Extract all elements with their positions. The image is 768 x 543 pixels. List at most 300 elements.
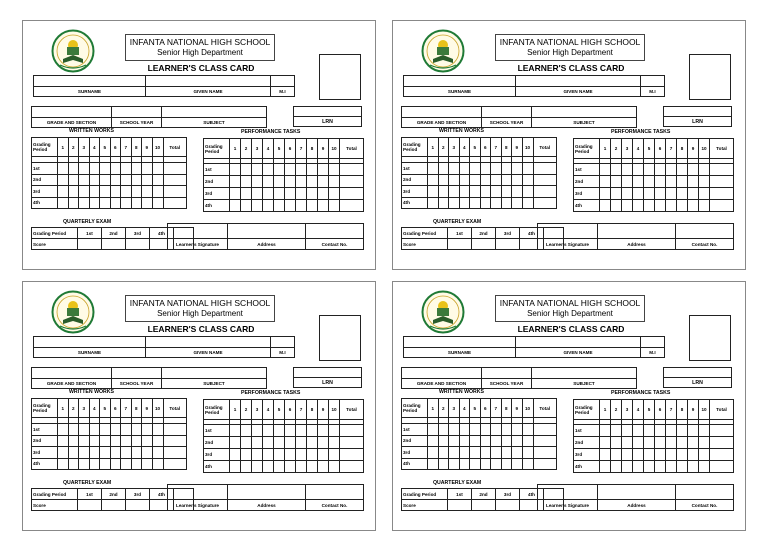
mi-field[interactable]	[641, 76, 665, 87]
name-table	[33, 75, 295, 97]
period-label: 4th	[402, 197, 428, 209]
contact-table	[167, 223, 364, 250]
ww-col-8: 8	[501, 138, 512, 157]
pt-col-6: 6	[655, 400, 666, 420]
ww-col-9: 9	[142, 399, 153, 418]
name-table	[403, 336, 665, 358]
school-title-box	[125, 295, 275, 322]
period-label: 4th	[574, 200, 600, 212]
ww-col-4: 4	[89, 399, 100, 418]
address-label: Address	[598, 500, 676, 511]
pt-col-6: 6	[285, 400, 296, 420]
period-label: 2nd	[574, 176, 600, 188]
given-name-field[interactable]	[146, 76, 271, 87]
qe-score-label: Score	[32, 500, 78, 511]
period-label: 4th	[32, 458, 58, 470]
contact-field[interactable]	[306, 224, 364, 239]
surname-label: SURNAME	[34, 348, 146, 358]
ww-col-9: 9	[512, 138, 523, 157]
period-label: 4th	[204, 200, 230, 212]
mi-label: M.I	[271, 87, 295, 97]
subject-field[interactable]	[532, 107, 637, 118]
qe-score-cell[interactable]	[126, 239, 150, 250]
ww-col-3: 3	[79, 399, 90, 418]
qe-period-4: 4th	[150, 228, 174, 239]
qe-grading-period-header: Grading Period	[32, 228, 78, 239]
address-field[interactable]	[598, 224, 676, 239]
lrn-field[interactable]	[293, 106, 362, 117]
class-info-table	[401, 106, 637, 128]
ww-col-3: 3	[449, 399, 460, 418]
grade-section-field[interactable]	[32, 107, 112, 118]
ww-col-8: 8	[131, 399, 142, 418]
pt-col-2: 2	[241, 400, 252, 420]
pt-col-1: 1	[600, 139, 611, 159]
ww-total-header: Total	[163, 138, 187, 157]
qe-period-2: 2nd	[472, 228, 496, 239]
grade-section-field[interactable]	[402, 368, 482, 379]
qe-score-cell[interactable]	[496, 500, 520, 511]
contact-table	[537, 484, 734, 511]
pt-total-header: Total	[340, 139, 364, 159]
address-label: Address	[228, 239, 306, 250]
period-label: 3rd	[32, 447, 58, 459]
pt-col-5: 5	[644, 139, 655, 159]
lrn-label: LRN	[293, 117, 362, 127]
qe-period-2: 2nd	[102, 228, 126, 239]
written-works-table	[401, 137, 557, 209]
lrn-box	[663, 367, 732, 388]
department-name: Senior High Department	[527, 309, 613, 318]
qe-score-cell[interactable]	[126, 500, 150, 511]
signature-label: Learner's Signature	[168, 239, 228, 250]
pt-col-9: 9	[688, 139, 699, 159]
pt-col-1: 1	[230, 400, 241, 420]
pt-col-7: 7	[296, 400, 307, 420]
period-label: 1st	[574, 425, 600, 437]
pt-col-8: 8	[307, 400, 318, 420]
performance-tasks-table	[203, 138, 364, 212]
photo-box	[689, 54, 731, 100]
ww-col-5: 5	[100, 138, 111, 157]
signature-field[interactable]	[538, 485, 598, 500]
subject-label: SUBJECT	[162, 379, 267, 389]
address-label: Address	[598, 239, 676, 250]
ww-col-7: 7	[491, 138, 502, 157]
qe-score-cell[interactable]	[102, 500, 126, 511]
pt-col-6: 6	[655, 139, 666, 159]
qe-period-1: 1st	[448, 228, 472, 239]
pt-col-1: 1	[230, 139, 241, 159]
ww-col-8: 8	[501, 399, 512, 418]
pt-col-3: 3	[252, 400, 263, 420]
period-label: 4th	[32, 197, 58, 209]
period-label: 2nd	[32, 174, 58, 186]
contact-label: Contact No.	[676, 500, 734, 511]
pt-row	[574, 188, 734, 200]
pt-col-10: 10	[329, 400, 340, 420]
surname-label: SURNAME	[404, 87, 516, 97]
ww-row	[32, 447, 187, 459]
subject-field[interactable]	[162, 368, 267, 379]
subject-field[interactable]	[532, 368, 637, 379]
pt-col-8: 8	[677, 400, 688, 420]
period-label: 4th	[574, 461, 600, 473]
ww-col-2: 2	[68, 399, 79, 418]
school-name: INFANTA NATIONAL HIGH SCHOOL	[499, 298, 641, 308]
school-year-field[interactable]	[112, 368, 162, 379]
period-label: 2nd	[204, 176, 230, 188]
qe-score-label: Score	[402, 500, 448, 511]
photo-box	[319, 315, 361, 361]
pt-col-3: 3	[252, 139, 263, 159]
qe-period-3: 3rd	[126, 228, 150, 239]
ww-col-10: 10	[522, 138, 533, 157]
qe-score-cell[interactable]	[472, 500, 496, 511]
subject-label: SUBJECT	[532, 118, 637, 128]
pt-row	[204, 461, 364, 473]
card-title: LEARNER'S CLASS CARD	[517, 324, 625, 334]
pt-col-8: 8	[307, 139, 318, 159]
grade-section-label: GRADE AND SECTION	[32, 118, 112, 128]
ww-col-5: 5	[470, 399, 481, 418]
lrn-label: LRN	[663, 117, 732, 127]
pt-col-10: 10	[329, 139, 340, 159]
period-label: 2nd	[402, 174, 428, 186]
ww-total-header: Total	[163, 399, 187, 418]
card-title: LEARNER'S CLASS CARD	[517, 63, 625, 73]
pt-row	[574, 176, 734, 188]
period-label: 3rd	[402, 186, 428, 198]
given-name-label: GIVEN NAME	[146, 348, 271, 358]
pt-col-3: 3	[622, 139, 633, 159]
ww-col-7: 7	[121, 138, 132, 157]
ww-col-8: 8	[131, 138, 142, 157]
address-field[interactable]	[598, 485, 676, 500]
period-label: 1st	[204, 164, 230, 176]
ww-grading-period-header: Grading Period	[32, 138, 58, 157]
quarterly-exam-label: QUARTERLY EXAM	[433, 219, 482, 225]
ww-col-2: 2	[68, 138, 79, 157]
quarterly-exam-label: QUARTERLY EXAM	[63, 219, 112, 225]
period-label: 1st	[402, 424, 428, 436]
qe-score-cell[interactable]	[448, 239, 472, 250]
department-name: Senior High Department	[527, 48, 613, 57]
contact-field[interactable]	[676, 224, 734, 239]
pt-row	[574, 461, 734, 473]
period-label: 3rd	[204, 188, 230, 200]
given-name-label: GIVEN NAME	[516, 348, 641, 358]
school-title-box	[495, 34, 645, 61]
pt-row	[204, 188, 364, 200]
pt-col-4: 4	[633, 139, 644, 159]
school-year-field[interactable]	[482, 368, 532, 379]
period-label: 3rd	[574, 188, 600, 200]
lrn-field[interactable]	[293, 367, 362, 378]
school-year-label: SCHOOL YEAR	[482, 118, 532, 128]
qe-period-2: 2nd	[102, 489, 126, 500]
lrn-box	[663, 106, 732, 127]
ww-row	[32, 197, 187, 209]
written-works-label: WRITTEN WORKS	[439, 389, 484, 395]
school-year-field[interactable]	[482, 107, 532, 118]
ww-grading-period-header: Grading Period	[32, 399, 58, 418]
ww-col-10: 10	[152, 138, 163, 157]
pt-col-2: 2	[611, 139, 622, 159]
period-label: 3rd	[574, 449, 600, 461]
contact-table	[537, 223, 734, 250]
pt-row	[204, 164, 364, 176]
qe-period-3: 3rd	[496, 228, 520, 239]
performance-tasks-table	[573, 399, 734, 473]
qe-score-cell[interactable]	[78, 500, 102, 511]
qe-grading-period-header: Grading Period	[32, 489, 78, 500]
contact-field[interactable]	[306, 485, 364, 500]
surname-field[interactable]	[404, 337, 516, 348]
pt-col-1: 1	[600, 400, 611, 420]
ww-row	[402, 186, 557, 198]
lrn-label: LRN	[293, 378, 362, 388]
ww-grading-period-header: Grading Period	[402, 138, 428, 157]
pt-header-row	[204, 400, 364, 420]
pt-row	[574, 425, 734, 437]
ww-row	[402, 424, 557, 436]
name-table	[403, 75, 665, 97]
pt-col-9: 9	[688, 400, 699, 420]
ww-col-2: 2	[438, 138, 449, 157]
card-title: LEARNER'S CLASS CARD	[147, 324, 255, 334]
school-year-field[interactable]	[112, 107, 162, 118]
qe-score-cell[interactable]	[102, 239, 126, 250]
ww-col-1: 1	[428, 138, 439, 157]
period-label: 1st	[204, 425, 230, 437]
surname-label: SURNAME	[404, 348, 516, 358]
ww-header-row	[402, 399, 557, 418]
qe-period-4: 4th	[520, 489, 544, 500]
ww-col-3: 3	[449, 138, 460, 157]
period-label: 1st	[32, 424, 58, 436]
signature-label: Learner's Signature	[538, 500, 598, 511]
ww-total-header: Total	[533, 399, 557, 418]
ww-row	[32, 458, 187, 470]
ww-header-row	[32, 399, 187, 418]
written-works-table	[31, 137, 187, 209]
pt-row	[574, 449, 734, 461]
ww-header-row	[402, 138, 557, 157]
ww-col-4: 4	[459, 138, 470, 157]
ww-col-5: 5	[470, 138, 481, 157]
pt-header-row	[574, 400, 734, 420]
lrn-field[interactable]	[663, 367, 732, 378]
signature-label: Learner's Signature	[168, 500, 228, 511]
ww-col-4: 4	[459, 399, 470, 418]
address-field[interactable]	[228, 224, 306, 239]
pt-col-4: 4	[633, 400, 644, 420]
grade-section-label: GRADE AND SECTION	[32, 379, 112, 389]
pt-row	[574, 200, 734, 212]
photo-box	[689, 315, 731, 361]
class-info-table	[31, 106, 267, 128]
signature-field[interactable]	[168, 485, 228, 500]
address-label: Address	[228, 500, 306, 511]
grade-section-label: GRADE AND SECTION	[402, 118, 482, 128]
period-label: 3rd	[204, 449, 230, 461]
performance-tasks-label: PERFORMANCE TASKS	[611, 390, 671, 396]
given-name-label: GIVEN NAME	[146, 87, 271, 97]
ww-row	[402, 197, 557, 209]
pt-row	[204, 200, 364, 212]
grade-section-field[interactable]	[32, 368, 112, 379]
qe-period-4: 4th	[150, 489, 174, 500]
qe-score-label: Score	[402, 239, 448, 250]
mi-label: M.I	[641, 87, 665, 97]
grade-section-field[interactable]	[402, 107, 482, 118]
school-year-label: SCHOOL YEAR	[482, 379, 532, 389]
period-label: 1st	[32, 163, 58, 175]
lrn-field[interactable]	[663, 106, 732, 117]
ww-col-6: 6	[480, 138, 491, 157]
ww-row	[402, 458, 557, 470]
qe-score-label: Score	[32, 239, 78, 250]
period-label: 4th	[402, 458, 428, 470]
pt-row	[204, 425, 364, 437]
mi-label: M.I	[271, 348, 295, 358]
pt-col-10: 10	[699, 139, 710, 159]
ww-row	[402, 163, 557, 175]
ww-col-10: 10	[152, 399, 163, 418]
ww-col-6: 6	[110, 399, 121, 418]
given-name-label: GIVEN NAME	[516, 87, 641, 97]
ww-col-9: 9	[142, 138, 153, 157]
given-name-field[interactable]	[516, 76, 641, 87]
school-logo-icon	[51, 290, 95, 334]
surname-field[interactable]	[404, 76, 516, 87]
department-name: Senior High Department	[157, 48, 243, 57]
qe-score-cell[interactable]	[496, 239, 520, 250]
pt-col-2: 2	[241, 139, 252, 159]
pt-col-7: 7	[296, 139, 307, 159]
pt-col-8: 8	[677, 139, 688, 159]
address-field[interactable]	[228, 485, 306, 500]
qe-period-1: 1st	[78, 228, 102, 239]
pt-col-4: 4	[263, 139, 274, 159]
period-label: 2nd	[402, 435, 428, 447]
written-works-label: WRITTEN WORKS	[69, 128, 114, 134]
period-label: 1st	[574, 164, 600, 176]
subject-field[interactable]	[162, 107, 267, 118]
pt-grading-period-header: Grading Period	[574, 400, 600, 420]
pt-row	[204, 176, 364, 188]
school-year-label: SCHOOL YEAR	[112, 379, 162, 389]
period-label: 2nd	[32, 435, 58, 447]
pt-header-row	[204, 139, 364, 159]
mi-field[interactable]	[271, 76, 295, 87]
name-table	[33, 336, 295, 358]
ww-header-row	[32, 138, 187, 157]
pt-col-5: 5	[274, 139, 285, 159]
lrn-label: LRN	[663, 378, 732, 388]
ww-row	[402, 174, 557, 186]
class-info-table	[401, 367, 637, 389]
ww-row	[32, 186, 187, 198]
class-card	[22, 281, 376, 531]
school-logo-icon	[421, 29, 465, 73]
contact-label: Contact No.	[306, 500, 364, 511]
qe-score-cell[interactable]	[448, 500, 472, 511]
given-name-field[interactable]	[146, 337, 271, 348]
photo-box	[319, 54, 361, 100]
lrn-box	[293, 367, 362, 388]
pt-col-7: 7	[666, 400, 677, 420]
pt-total-header: Total	[710, 139, 734, 159]
mi-field[interactable]	[271, 337, 295, 348]
contact-label: Contact No.	[306, 239, 364, 250]
pt-total-header: Total	[710, 400, 734, 420]
pt-col-4: 4	[263, 400, 274, 420]
performance-tasks-table	[573, 138, 734, 212]
qe-period-4: 4th	[520, 228, 544, 239]
qe-score-cell[interactable]	[78, 239, 102, 250]
card-title: LEARNER'S CLASS CARD	[147, 63, 255, 73]
lrn-box	[293, 106, 362, 127]
pt-col-10: 10	[699, 400, 710, 420]
ww-col-1: 1	[58, 399, 69, 418]
pt-col-3: 3	[622, 400, 633, 420]
qe-score-cell[interactable]	[472, 239, 496, 250]
ww-col-1: 1	[58, 138, 69, 157]
signature-field[interactable]	[538, 224, 598, 239]
surname-field[interactable]	[34, 337, 146, 348]
mi-label: M.I	[641, 348, 665, 358]
ww-row	[402, 435, 557, 447]
written-works-label: WRITTEN WORKS	[439, 128, 484, 134]
ww-col-9: 9	[512, 399, 523, 418]
contact-field[interactable]	[676, 485, 734, 500]
pt-col-5: 5	[274, 400, 285, 420]
school-name: INFANTA NATIONAL HIGH SCHOOL	[129, 37, 271, 47]
department-name: Senior High Department	[157, 309, 243, 318]
qe-grading-period-header: Grading Period	[402, 489, 448, 500]
pt-grading-period-header: Grading Period	[574, 139, 600, 159]
class-card	[392, 281, 746, 531]
ww-col-7: 7	[491, 399, 502, 418]
class-info-table	[31, 367, 267, 389]
surname-field[interactable]	[34, 76, 146, 87]
written-works-table	[401, 398, 557, 470]
ww-col-3: 3	[79, 138, 90, 157]
given-name-field[interactable]	[516, 337, 641, 348]
quarterly-exam-label: QUARTERLY EXAM	[433, 480, 482, 486]
signature-field[interactable]	[168, 224, 228, 239]
mi-field[interactable]	[641, 337, 665, 348]
qe-grading-period-header: Grading Period	[402, 228, 448, 239]
period-label: 2nd	[574, 437, 600, 449]
pt-row	[204, 449, 364, 461]
ww-row	[32, 163, 187, 175]
pt-col-6: 6	[285, 139, 296, 159]
pt-total-header: Total	[340, 400, 364, 420]
pt-col-9: 9	[318, 400, 329, 420]
ww-col-2: 2	[438, 399, 449, 418]
period-label: 4th	[204, 461, 230, 473]
school-logo-icon	[51, 29, 95, 73]
grade-section-label: GRADE AND SECTION	[402, 379, 482, 389]
school-title-box	[125, 34, 275, 61]
ww-total-header: Total	[533, 138, 557, 157]
ww-row	[32, 174, 187, 186]
pt-row	[574, 437, 734, 449]
subject-label: SUBJECT	[532, 379, 637, 389]
